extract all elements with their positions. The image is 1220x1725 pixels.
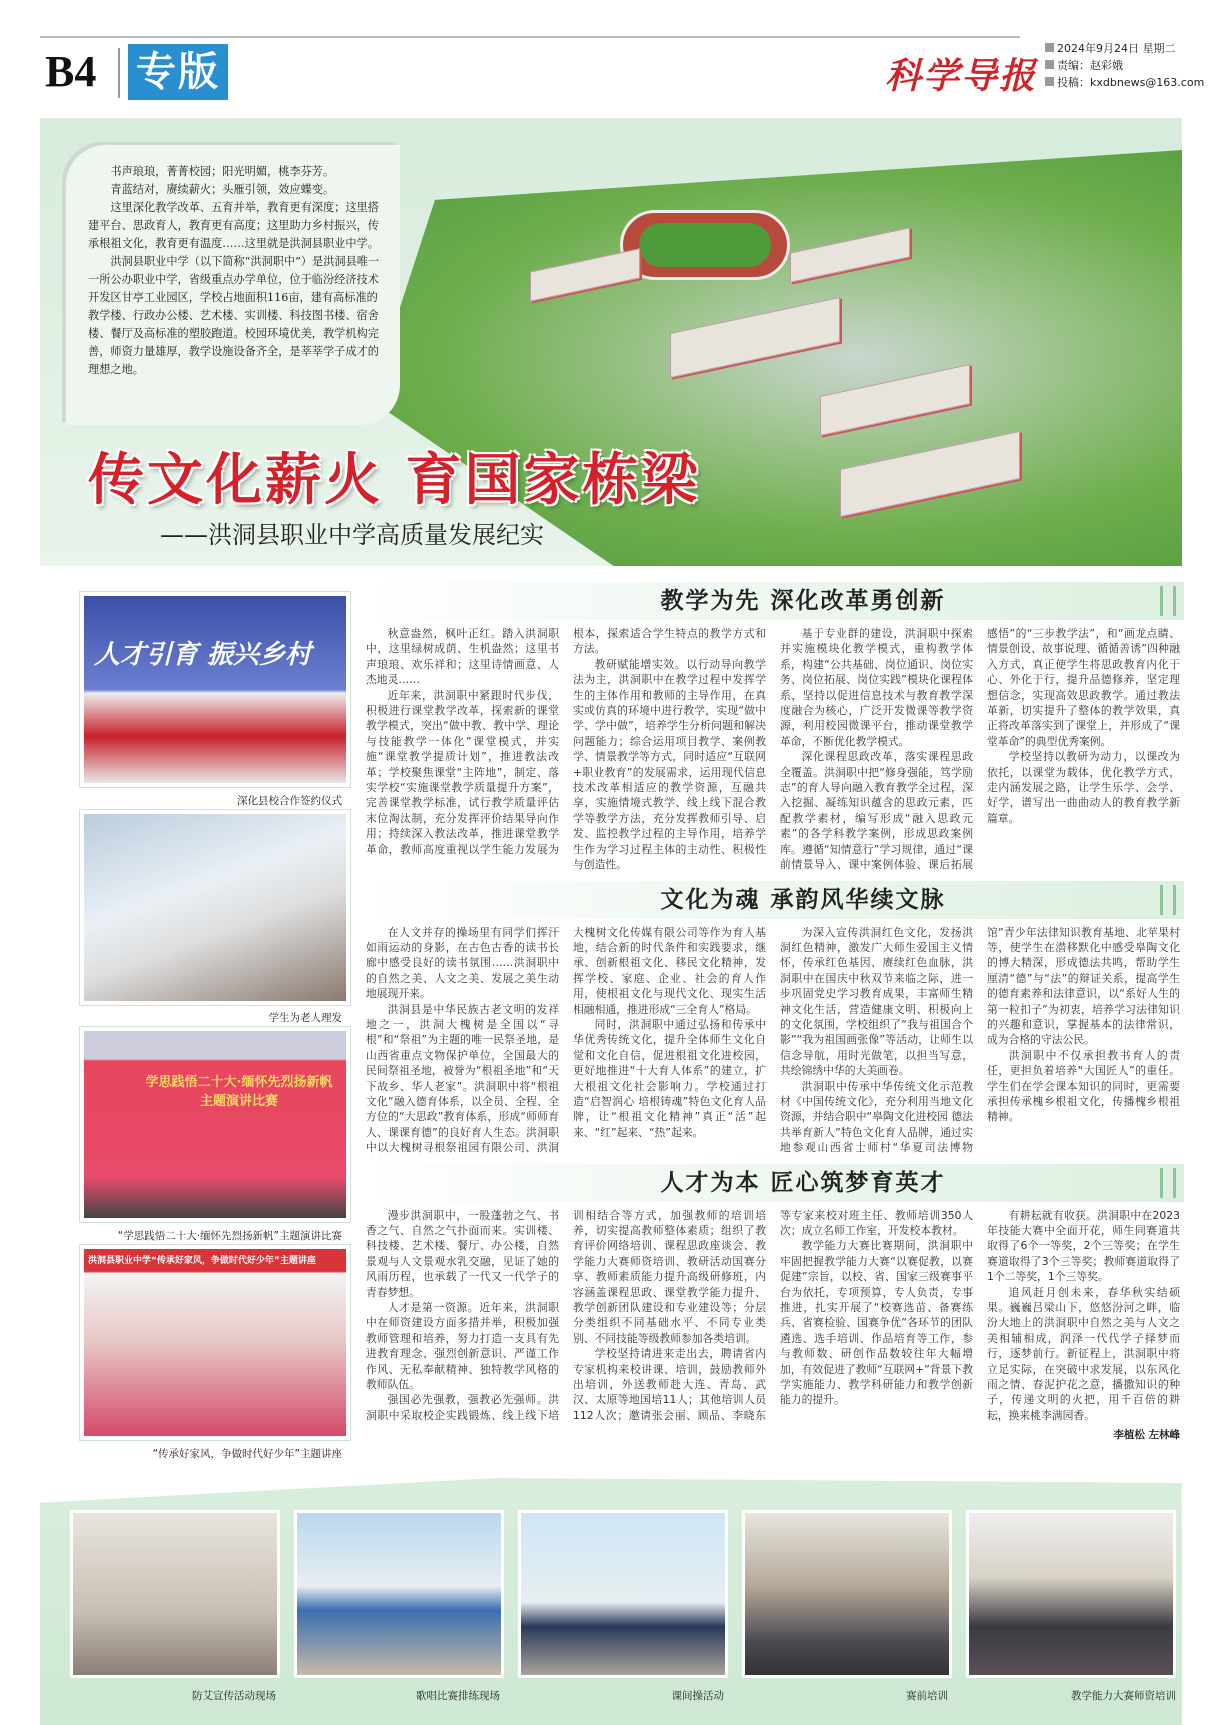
- section-tag: 专版: [128, 44, 228, 100]
- issue-meta: [1045, 40, 1204, 91]
- submission-email: 投稿：kxdbnews@163.com: [1045, 74, 1204, 91]
- banner-text: 人才引育 振兴乡村: [94, 640, 312, 670]
- photo-caption: 课间操活动: [671, 1690, 724, 1702]
- building: [670, 297, 840, 378]
- section-title-culture: 文化为魂 承韵风华续文脉: [362, 881, 1184, 919]
- paragraph: 学校坚持请进来走出去，聘请省内专家机构来校讲课、培训，鼓励教师外出培训，外送教师赴大连、青岛、武汉、太原等地国培11人；其他培训人员112人次；邀请张会丽、顾品、李晓东等专家来校对班主任、教师培训350人次；成立名师工作室，开发校本教材。: [573, 1208, 973, 1422]
- paragraph: 近年来，洪洞职中紧跟时代步伐，积极进行课堂教学改革，探索新的课堂教学模式，突出“做中教、教中学、理论与技能教学一体化”课堂模式，并实施“课堂教学提质计划”，推进教法改革；学校聚焦课堂“主阵地”，制定、落实学校“实施课堂教学质量提升方案”，完善课堂教学标准，试行教学质量评估末位淘汰制，充分发挥评价结果导向作用；持续深入教法改革，推进课堂教学革命，教师高度重视以学生能力发展为根本，探索适合学生特点的教学方式和方法。: [366, 627, 766, 856]
- paragraph: 为深入宣传洪洞红色文化，发扬洪洞红色精神，激发广大师生爱国主义情怀，传承红色基因、赓续红色血脉，洪洞职中在国庆中秋双节来临之际，进一步巩固党史学习教育成果，丰富师生精神文化生活，营造健康文明、积极向上的文化氛围，学校组织了“我与祖国合个影”“我为祖国画张像”等活动，让师生以信念导航，用时光做笔，以担当写意，共绘锦绣中华的大美画卷。: [780, 925, 973, 1078]
- building: [790, 227, 910, 283]
- building: [530, 248, 640, 301]
- byline: 李植松 左林峰: [1113, 1429, 1180, 1442]
- paragraph: 人才是第一资源。近年来，洪洞职中在师资建设方面多措并举，积极加强教师管理和培养，努力打造一支具有先进教育理念、强烈创新意识、严谨工作作风、无私奉献精神、独特教学风格的教师队伍。: [366, 1301, 559, 1392]
- header-rule: [40, 36, 1020, 38]
- paragraph: 追风赶月创未来，春华秋实结硕果。巍巍吕梁山下，悠悠汾河之畔，临汾大地上的洪洞职中自然之美与人文之美相辅相成，润泽一代代学子择梦而行，逐梦前行。新征程上，洪洞职中将立足实际，在突破中求发展，以东风化雨之情、春泥护花之意，播撒知识的种子，传递文明的火把，用千百倍的耕耘，换来桃李满园香。: [987, 1285, 1180, 1422]
- section-body-culture: [362, 925, 1184, 1156]
- photo-caption: 防艾宣传活动现场: [192, 1690, 276, 1702]
- paragraph: 漫步洪洞职中，一股蓬勃之气、书香之气、自然之气扑面而来。实训楼、科技楼、艺术楼、餐厅、办公楼，自然景观与人文景观水乳交融，见证了她的风雨历程，也承载了一代又一代学子的青春梦想。: [366, 1208, 559, 1299]
- paragraph: 强国必先强教，强教必先强师。洪洞职中采取校企实践锻炼、线上线下培训相结合等方式，加强教师的培训培养，切实提高教师整体素质；组织了教育评价网络培训、课程思政座谈会、教学能力大赛师资培训、教研活动国赛分享、教师素质能力提升高级研修班，内容涵盖课程思政、课堂教学能力提升、教学创新团队建设和专业建设等；分层分类组织不同基础水平、不同专业类别、不同技能等级教师参加各类培训。: [366, 1208, 766, 1422]
- photo-family-lecture: [80, 1245, 350, 1440]
- paragraph: 在人文并存的操场里有同学们挥汗如雨运动的身影，在古色古香的读书长廊中感受良好的读书氛围……洪洞职中的自然之美、人文之美、发展之美生动地展现开来。: [366, 925, 559, 1001]
- paragraph: 有耕耘就有收获。洪洞职中在2023年技能大赛中全面开花，师生同赛道共取得了6个一等奖，2个三等奖；在学生赛道取得了3个三等奖；教师赛道取得了1个二等奖，1个三等奖。: [987, 1208, 1180, 1284]
- intro-paragraph: 洪洞县职业中学（以下简称“洪洞职中”）是洪洞县唯一一所公办职业中学，省级重点办学单位，位于临汾经济技术开发区甘亭工业园区，学校占地面积116亩，建有高标准的教学楼、行政办公楼、艺术楼、实训楼、科技图书楼、宿舍楼、餐厅及高标准的塑胶跑道。校园环境优美，教学机构完善，师资力量雄厚，教学设施设备齐全，是莘莘学子成才的理想之地。: [88, 255, 380, 376]
- paragraph: 洪洞县是中华民族古老文明的发祥地之一，洪洞大槐树是全国以“寻根”和“祭祖”为主题的唯一民祭圣地，是山西省重点文物保护单位，全国最大的民间祭祖圣地，被誉为“根祖圣地”和“天下故乡、华人老家”。洪洞职中将“根祖文化”融入德育体系，以全员、全程、全方位的“大思政”教育体系，形成“师师育人、课课育德”的良好育人生态。洪洞职中以大槐树寻根祭祖园有限公司、洪洞大槐树文化传媒有限公司等作为育人基地，结合新的时代条件和实践要求，继承、创新根祖文化、移民文化精神，发挥学校、家庭、企业、社会的育人作用，使根祖文化与现代文化、现实生活相融相通，推进形成“三全育人”格局。: [366, 925, 766, 1155]
- article-column: [362, 582, 1184, 1442]
- building: [820, 364, 970, 436]
- photo-teacher-training: [966, 1510, 1176, 1678]
- issue-date: 2024年9月24日 星期二: [1045, 40, 1204, 57]
- intro-line: 书声琅琅，菁菁校园；阳光明媚，桃李芬芳。: [110, 165, 335, 178]
- banner-text: 洪洞县职业中学“传承好家风，争做时代好少年”主题讲座: [88, 1256, 316, 1266]
- section-title-teaching: 教学为先 深化改革勇创新: [362, 582, 1184, 620]
- banner-text: 学思践悟二十大·缅怀先烈扬新帆 主题演讲比赛: [145, 1075, 333, 1109]
- photo-aids-awareness: [70, 1510, 280, 1678]
- photo-pre-competition-training: [742, 1510, 952, 1678]
- paragraph: 学校坚持以教研为动力，以课改为依托，以课堂为载体，优化教学方式，走内涵发展之路，让学生乐学、会学、好学，谱写出一曲曲动人的教育教学新篇章。: [987, 750, 1180, 825]
- photo-caption: 教学能力大赛师资培训: [1071, 1690, 1176, 1702]
- paragraph: 深化课程思政改革，落实课程思政全覆盖。洪洞职中把“修身强能，笃学励志”的育人导向融入教育教学全过程，深入挖掘、凝练知识蕴含的思政元素，匹配教学素材，编写形成“融入思政元素”的各学科教学案例，形成思政案例库。遵循“知情意行”学习规律，通过“课前情景导入、课中案例体验、课后拓展感悟”的“三步教学法”，和“画龙点睛、情景创设、故事说理、循循善诱”四种融入方式，真正使学生将思政教育内化于心、外化于行，提升品德修养，坚定理想信念，实现高效思政教学。通过教法革新，切实提升了整体的教学效果，真正将改革落实到了课堂上，并形成了“课堂革命”的典型优秀案例。: [780, 627, 1180, 872]
- paragraph: 秋意盎然，枫叶正红。踏入洪洞职中，这里绿树成荫、生机盎然；这里书声琅琅、欢乐祥和；这里诗情画意、人杰地灵……: [366, 627, 559, 687]
- section-body-talent: [362, 1208, 1184, 1424]
- intro-box: [66, 145, 400, 425]
- subheadline: ——洪洞县职业中学高质量发展纪实: [160, 521, 544, 549]
- building: [840, 431, 1020, 517]
- paragraph: 洪洞职中传承中华传统文化示范教材《中国传统文化》，充分利用当地文化资源，并结合职中“皋陶文化进校园 德法共举育新人”特色文化育人品牌，通过实地参观山西省士师村“华夏司法博物馆”青少年法律知识教育基地、北苹果村等，使学生在潜移默化中感受皋陶文化的博大精深，形成德法共鸣，帮助学生厘清“德”与“法”的辩证关系，提高学生的德育素养和法律意识，以“系好人生的第一粒扣子”为初衷，培养学习法律知识的兴趣和意识，掌握基本的法律常识，成为合格的守法公民。: [780, 925, 1180, 1155]
- section-title-talent: 人才为本 匠心筑梦育英才: [362, 1164, 1184, 1202]
- photo-caption: “学思践悟二十大·缅怀先烈扬新帆”主题演讲比赛: [117, 1230, 342, 1242]
- photo-haircut: [80, 810, 350, 1005]
- paragraph: 基于专业群的建设，洪洞职中探索并实施模块化教学模式，重构教学体系，构建“公共基础、岗位通识、岗位实务、岗位拓展、岗位实践”模块化课程体系，坚持以促进信息技术与教育教学深度融合为核心，广泛开发微课等教学资源，利用校园微课平台，推动课堂教学革命，不断优化教学模式。: [780, 627, 973, 748]
- section-body-teaching: [362, 626, 1184, 873]
- intro-paragraph: 这里深化教学改革、五育并举，教育更有深度；这里搭建平台、思政育人，教育更有高度；这里助力乡村振兴，传承根祖文化，教育更有温度……这里就是洪洞县职业中学。: [88, 201, 379, 250]
- editor: 责编：赵彩娥: [1045, 57, 1204, 74]
- photo-caption: 赛前培训: [906, 1690, 948, 1702]
- paragraph: 教学能力大赛比赛期间，洪洞职中牢固把握教学能力大赛“以赛促教，以赛促建”宗旨，以校、省、国家三级赛事平台为依托，专项预算，专人负责，专事推进，扎实开展了“校赛选苗、备赛练兵、省赛检验、国赛争优”各环节的团队遴选、选手培训、作品培育等工作，参与教师数、研创作品数较往年大幅增加，有效促进了教师“互联网+”背景下教学实施能力、教学科研能力和教学创新能力的提升。: [780, 1239, 973, 1407]
- divider: [118, 48, 120, 98]
- photo-caption: “传承好家风，争做时代好少年”主题讲座: [152, 1448, 342, 1460]
- intro-line: 青蓝结对，赓续薪火；头雁引领，效应蝶变。: [110, 183, 335, 196]
- photo-signing-ceremony: [80, 592, 350, 787]
- newspaper-logo: 科学导报: [885, 55, 1038, 97]
- photo-caption: 歌唱比赛排练现场: [416, 1690, 500, 1702]
- photo-speech-contest: [80, 1027, 350, 1222]
- headline: 传文化薪火 育国家栋梁: [88, 448, 701, 513]
- paragraph: 洪洞职中不仅承担教书育人的责任，更担负着培养“大国匠人”的重任。学生们在学会课本知识的同时，更需要承担传承槐乡根祖文化，传播槐乡根祖精神。: [987, 1048, 1180, 1124]
- running-track: [620, 210, 790, 280]
- photo-exercise-break: [518, 1510, 728, 1678]
- photo-singing-rehearsal: [294, 1510, 504, 1678]
- page-number: B4: [45, 47, 97, 96]
- paragraph: 同时，洪洞职中通过弘扬和传承中华优秀传统文化，提升全体师生文化自觉和文化自信，促进根祖文化进校园，更好地推进“十大育人体系”的建立，扩大根祖文化社会影响力。学校通过打造“启智润心 培根铸魂”特色文化育人品牌，让“根祖文化精神”真正“活”起来、“红”起来、“热”起来。: [573, 1017, 766, 1139]
- photo-caption: 学生为老人理发: [268, 1012, 342, 1024]
- paragraph: 教研赋能增实效。以行动导向教学法为主，洪洞职中在教学过程中发挥学生的主体作用和教师的主导作用，在真实或仿真的环境中进行教学，实现“做中学、学中做”，培养学生分析问题和解决问题能力；综合运用项目教学、案例教学、情景教学等方式，同时适应“互联网+职业教育”的发展需求，运用现代信息技术改革相适应的教学资源，互融共享，实施情境式教学、线上线下混合教学等教学方法，充分发挥教师引导、启发、监控教学过程的主导作用，培养学生作为学习过程主体的主动性、积极性与创造性。: [573, 657, 766, 872]
- photo-caption: 深化县校合作签约仪式: [237, 795, 342, 807]
